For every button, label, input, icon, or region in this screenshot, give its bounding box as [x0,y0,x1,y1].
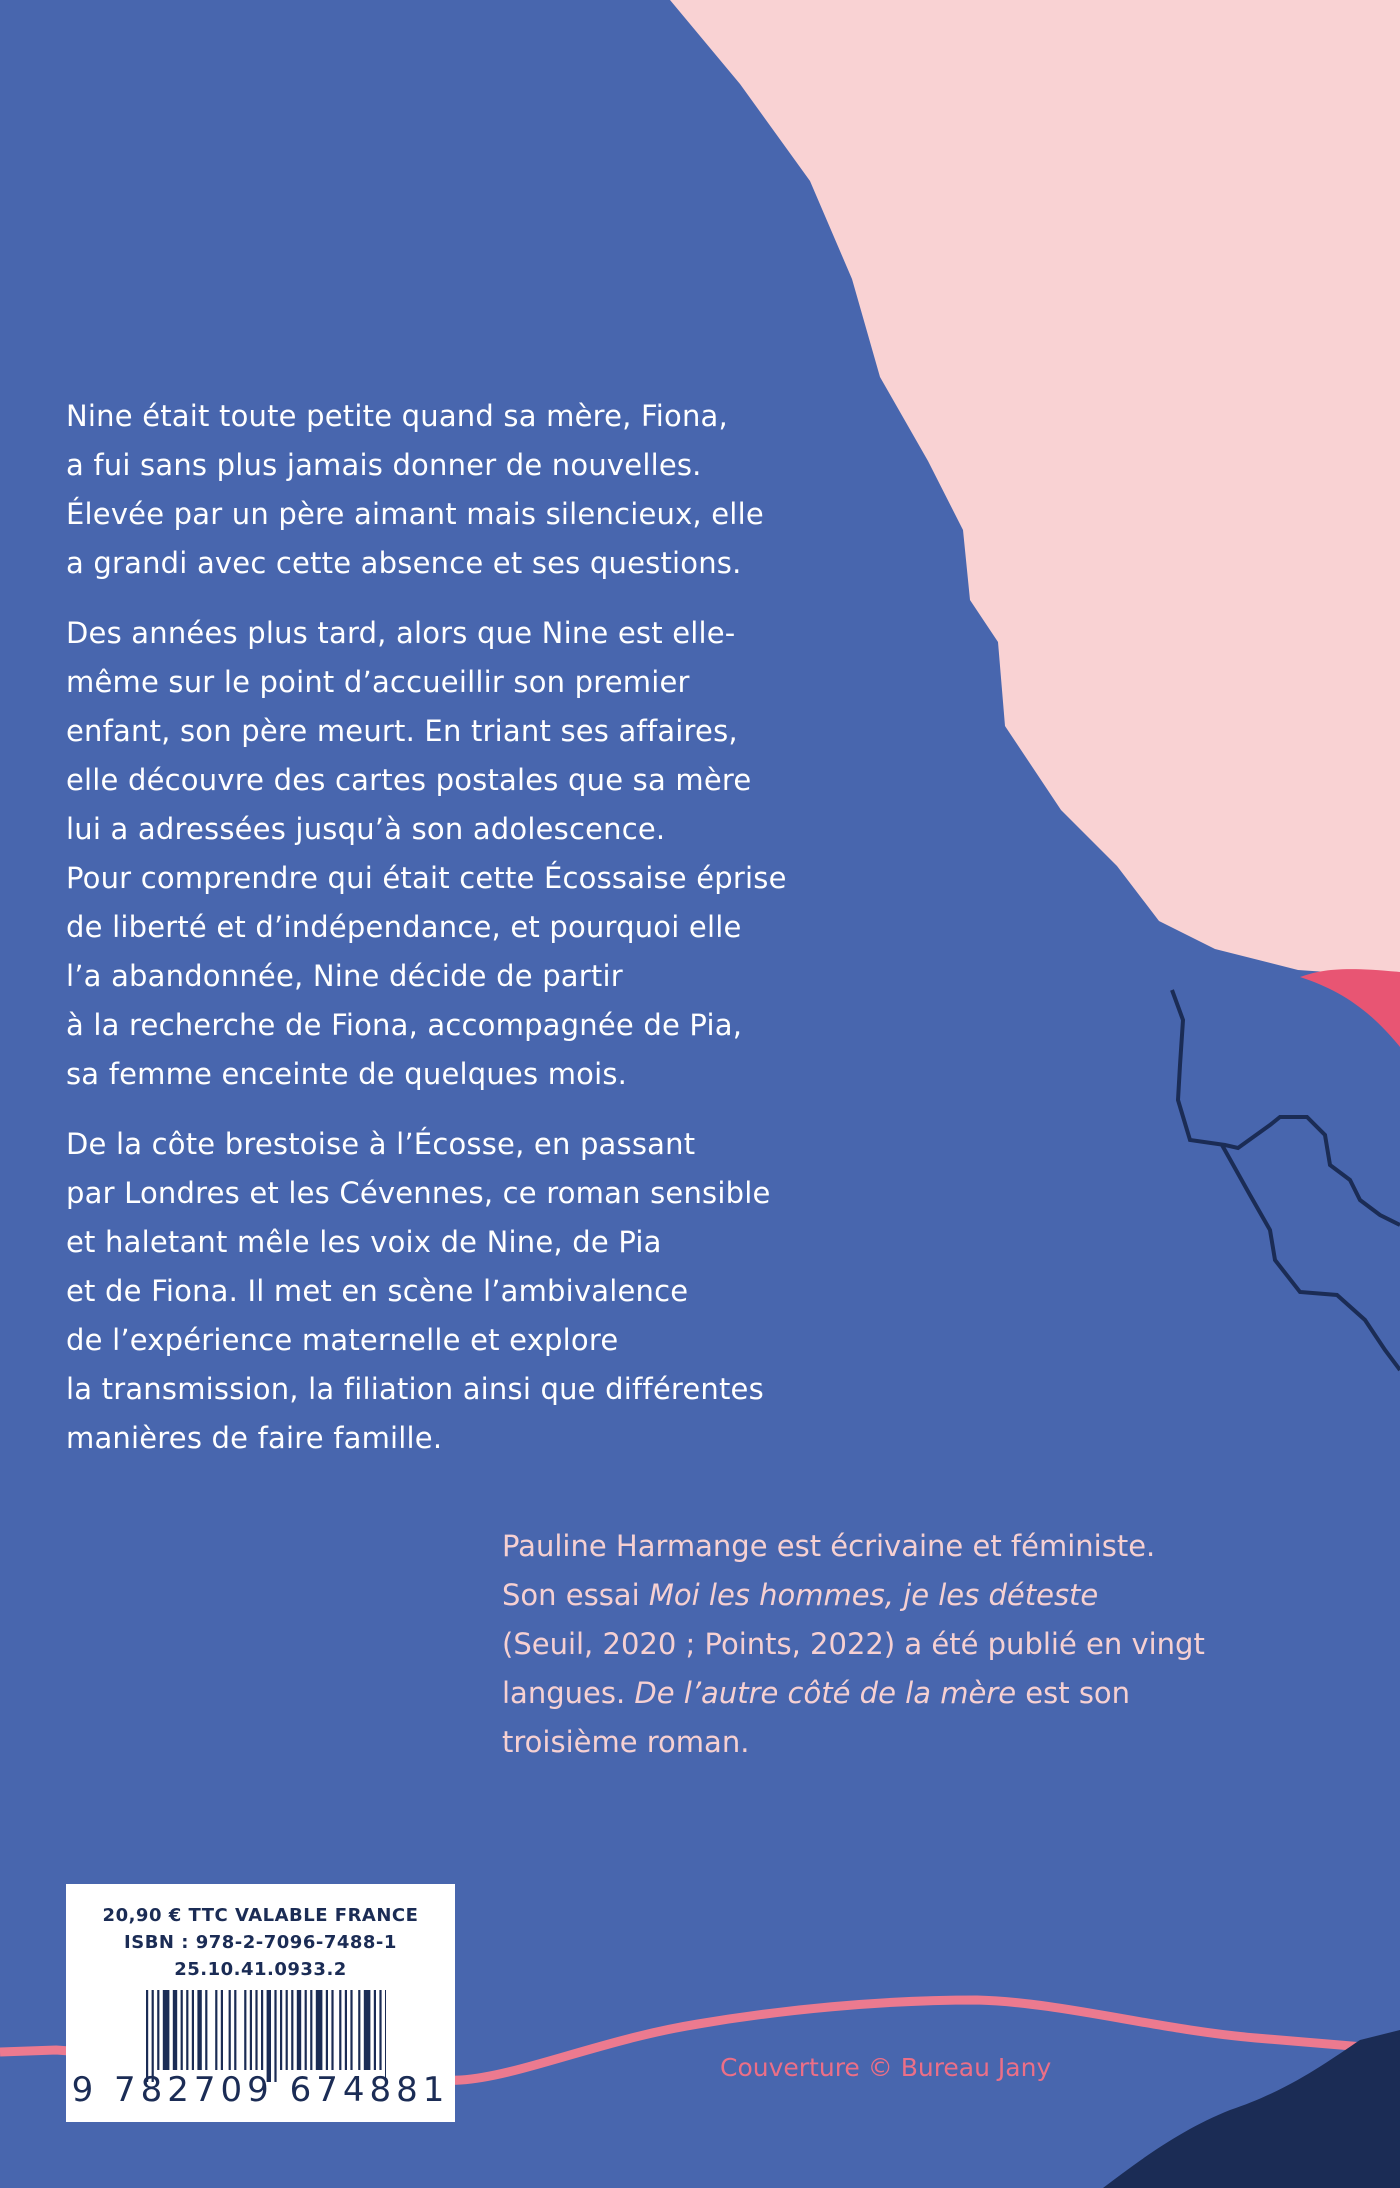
barcode-bar [234,1990,236,2070]
barcode-bar [261,1990,263,2070]
bio-line: Pauline Harmange est écrivaine et féministe. [502,1529,1156,1563]
barcode-bar [244,1990,246,2070]
blurb-line: a fui sans plus jamais donner de nouvelles. [66,448,702,482]
barcode-bar [229,1990,231,2070]
blurb-line: enfant, son père meurt. En triant ses affaires, [66,714,738,748]
barcode-bar [358,1990,360,2070]
barcode-bar [379,1990,381,2070]
blurb-line: manières de faire famille. [66,1421,443,1455]
blurb-paragraph-1 [66,392,787,588]
navy-blob [1103,2030,1400,2188]
blurb-paragraph-2 [66,609,787,1099]
barcode-bar [297,1990,301,2070]
barcode-bar [152,1990,154,2082]
river-line [1172,990,1400,1225]
back-cover-blurb [66,392,787,1484]
blurb-line: et haletant mêle les voix de Nine, de Pia [66,1225,662,1259]
bio-text: est son [1016,1676,1131,1710]
blurb-line: Pour comprendre qui était cette Écossaise éprise [66,861,787,895]
author-bio [502,1522,1205,1767]
barcode-bar [221,1990,223,2070]
blurb-line: De la côte brestoise à l’Écosse, en passant [66,1127,696,1161]
river-branch [1222,1145,1400,1370]
blurb-line: de l’expérience maternelle et explore [66,1323,619,1357]
barcode-bar [250,1990,252,2070]
barcode-bar [326,1990,328,2070]
barcode-bar [331,1990,333,2070]
blurb-line: et de Fiona. Il met en scène l’ambivalence [66,1274,689,1308]
bio-line [502,1571,1205,1620]
blurb-line: la transmission, la filiation ainsi que différentes [66,1372,764,1406]
barcode-bar [157,1990,159,2070]
blurb-line: l’a abandonnée, Nine décide de partir [66,959,623,993]
barcode-bar [310,1990,312,2070]
barcode-bar [339,1990,341,2070]
blurb-line: Nine était toute petite quand sa mère, Fiona, [66,399,728,433]
barcode-bar [364,1990,371,2070]
barcode-bar [255,1990,257,2070]
barcode-bar [374,1990,376,2070]
bio-text: langues. [502,1676,635,1710]
blurb-paragraph-3 [66,1120,787,1463]
bio-line [502,1669,1205,1718]
bio-line: (Seuil, 2020 ; Points, 2022) a été publié en vingt [502,1627,1205,1661]
barcode-bar [186,1990,188,2070]
barcode-bars [146,1990,386,2082]
barcode-bar [173,1990,177,2070]
book-title-italic: Moi les hommes, je les déteste [648,1578,1099,1612]
red-landmass [1300,969,1400,1047]
blurb-line: a grandi avec cette absence et ses questions. [66,546,742,580]
barcode-bar [286,1990,288,2070]
blurb-line: sa femme enceinte de quelques mois. [66,1057,628,1091]
blurb-line: par Londres et les Cévennes, ce roman sensible [66,1176,771,1210]
barcode-bar [274,1990,276,2082]
barcode-bar [181,1990,183,2070]
bio-line: troisième roman. [502,1725,750,1759]
barcode-bar [205,1990,207,2070]
barcode-bar [267,1990,271,2082]
bio-text: Son essai [502,1578,649,1612]
blurb-line: de liberté et d’indépendance, et pourquoi elle [66,910,742,944]
barcode-bar [215,1990,217,2070]
barcode-bar [316,1990,323,2070]
price-text: 20,90 € TTC VALABLE FRANCE [102,1905,419,1926]
barcode-label [66,1884,455,2122]
barcode-bar [345,1990,347,2070]
blurb-line: à la recherche de Fiona, accompagnée de Pia, [66,1008,743,1042]
book-title-italic: De l’autre côté de la mère [634,1676,1017,1710]
barcode-bar [192,1990,194,2070]
barcode-bar [305,1990,307,2070]
barcode-bar [146,1990,148,2082]
barcode-digits: 9 782709 674881 [71,2070,450,2110]
barcode-bar [385,1990,386,2082]
barcode-bar [197,1990,201,2070]
isbn-text: ISBN : 978-2-7096-7488-1 [124,1932,397,1953]
cover-credit: Couverture © Bureau Jany [720,2053,1052,2082]
barcode-bar [280,1990,282,2070]
barcode-bar [163,1990,170,2070]
blurb-line: lui a adressées jusqu’à son adolescence. [66,812,666,846]
blurb-line: Des années plus tard, alors que Nine est elle- [66,616,736,650]
barcode-bar [291,1990,293,2070]
blurb-line: elle découvre des cartes postales que sa mère [66,763,752,797]
blurb-line: Élevée par un père aimant mais silencieux, elle [66,497,764,531]
blurb-line: même sur le point d’accueillir son premier [66,665,690,699]
product-code: 25.10.41.0933.2 [174,1959,347,1980]
barcode-bar [350,1990,352,2070]
